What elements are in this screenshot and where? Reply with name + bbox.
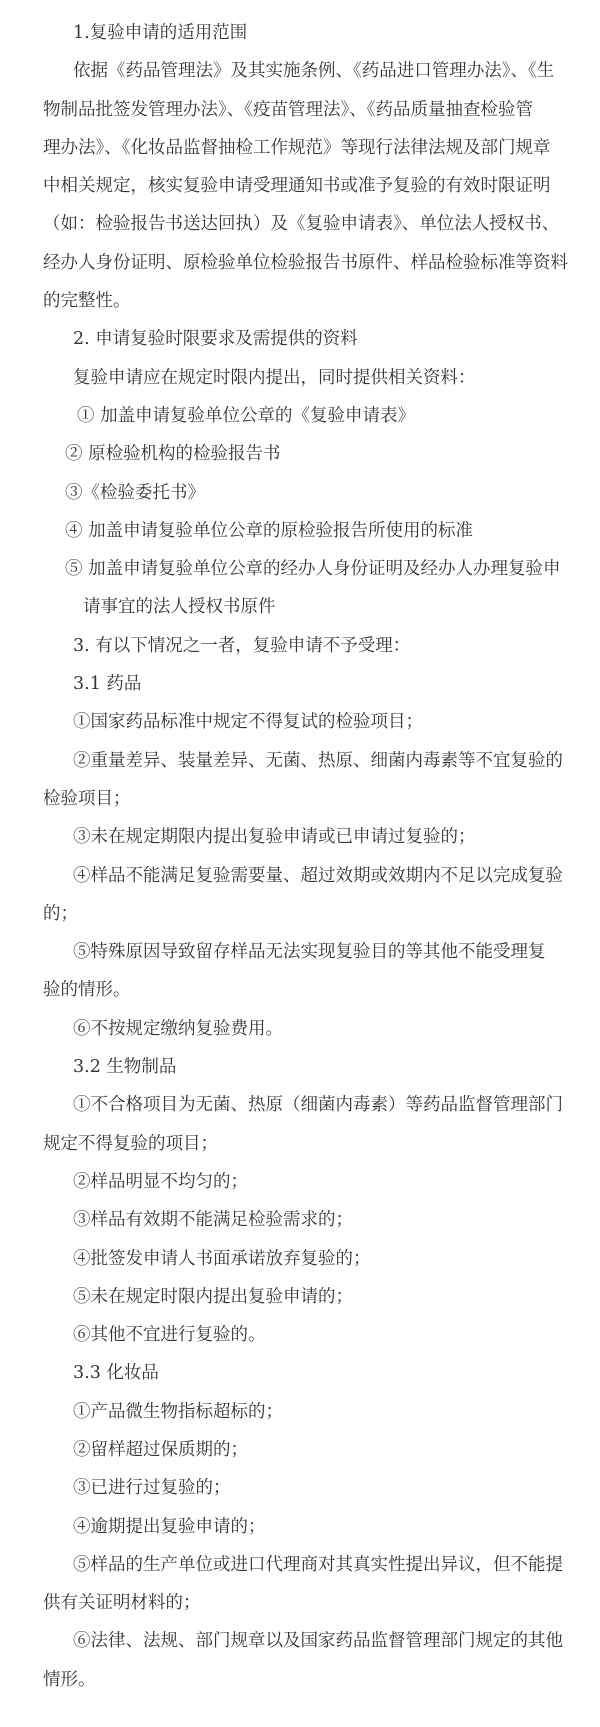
section-2-list-item: ② 原检验机构的检验报告书 <box>65 444 281 465</box>
section-1-heading: 1.复验申请的适用范围 <box>73 23 248 43</box>
cosmetic-item-continuation: 情形。 <box>43 1669 96 1690</box>
cosmetic-item-continuation: 供有关证明材料的； <box>43 1593 201 1614</box>
section-1-paragraph-line: 理办法》、《化妆品监督抽检工作规范》等现行法律法规及部门规章 <box>43 137 551 158</box>
section-3-heading: 3. 有以下情况之一者，复验申请不予受理： <box>73 635 411 656</box>
section-1-paragraph-line: 物制品批签发管理办法》、《疫苗管理法》、《药品质量抽查检验管 <box>43 99 533 120</box>
subsection-drug-title: 3.1 药品 <box>73 674 142 695</box>
section-1-paragraph-line: 的完整性。 <box>43 291 131 312</box>
drug-item-continuation: 的； <box>43 903 78 924</box>
cosmetic-item: ⑤样品的生产单位或进口代理商对其真实性提出异议，但不能提 <box>73 1554 563 1575</box>
cosmetic-item: ①产品微生物指标超标的； <box>73 1401 283 1422</box>
section-2-list-item: ④ 加盖申请复验单位公章的原检验报告所使用的标准 <box>65 520 474 541</box>
drug-item: ④样品不能满足复验需要量、超过效期或效期内不足以完成复验 <box>73 865 563 886</box>
drug-item-continuation: 检验项目； <box>43 788 131 809</box>
bio-item: ①不合格项目为无菌、热原（细菌内毒素）等药品监督管理部门 <box>73 1095 563 1116</box>
bio-item-continuation: 规定不得复验的项目； <box>43 1133 218 1154</box>
section-2-list-item-continuation: 请事宜的法人授权书原件 <box>83 597 276 618</box>
section-1-paragraph-line: 依据《药品管理法》及其实施条例、《药品进口管理办法》、《生 <box>73 61 555 82</box>
subsection-bio-title: 3.2 生物制品 <box>73 1057 177 1078</box>
subsection-cosmetic-title: 3.3 化妆品 <box>73 1363 159 1384</box>
cosmetic-item: ⑥法律、法规、部门规章以及国家药品监督管理部门规定的其他 <box>73 1631 563 1652</box>
section-2-list-item: ① 加盖申请复验单位公章的《复验申请表》 <box>77 405 416 426</box>
section-2-intro: 复验申请应在规定时限内提出，同时提供相关资料： <box>73 367 476 388</box>
drug-item: ③未在规定期限内提出复验申请或已申请过复验的； <box>73 827 476 848</box>
drug-item: ②重量差异、装量差异、无菌、热原、细菌内毒素等不宜复验的 <box>73 750 563 771</box>
cosmetic-item: ③已进行过复验的； <box>73 1478 231 1499</box>
section-1-paragraph-line: 中相关规定，核实复验申请受理通知书或准予复验的有效时限证明 <box>43 176 551 197</box>
section-1-paragraph-line: （如：检验报告书送达回执）及《复验申请表》、单位法人授权书、 <box>43 214 560 235</box>
section-2-list-item: ⑤ 加盖申请复验单位公章的经办人身份证明及经办人办理复验申 <box>65 559 561 580</box>
drug-item: ⑥不按规定缴纳复验费用。 <box>73 1018 283 1039</box>
bio-item: ④批签发申请人书面承诺放弃复验的； <box>73 1248 371 1269</box>
bio-item: ②样品明显不均匀的； <box>73 1171 248 1192</box>
cosmetic-item: ②留样超过保质期的； <box>73 1439 248 1460</box>
drug-item-continuation: 验的情形。 <box>43 980 131 1001</box>
section-2-list-item: ③《检验委托书》 <box>65 482 205 503</box>
bio-item: ⑤未在规定时限内提出复验申请的； <box>73 1286 353 1307</box>
drug-item: ①国家药品标准中规定不得复试的检验项目； <box>73 712 423 733</box>
section-1-paragraph-line: 经办人身份证明、原检验单位检验报告书原件、样品检验标准等资料 <box>43 252 568 273</box>
drug-item: ⑤特殊原因导致留存样品无法实现复验目的等其他不能受理复 <box>73 942 546 963</box>
section-2-heading: 2. 申请复验时限要求及需提供的资料 <box>73 329 358 350</box>
cosmetic-item: ④逾期提出复验申请的； <box>73 1516 266 1537</box>
bio-item: ③样品有效期不能满足检验需求的； <box>73 1210 353 1231</box>
bio-item: ⑥其他不宜进行复验的。 <box>73 1325 266 1346</box>
